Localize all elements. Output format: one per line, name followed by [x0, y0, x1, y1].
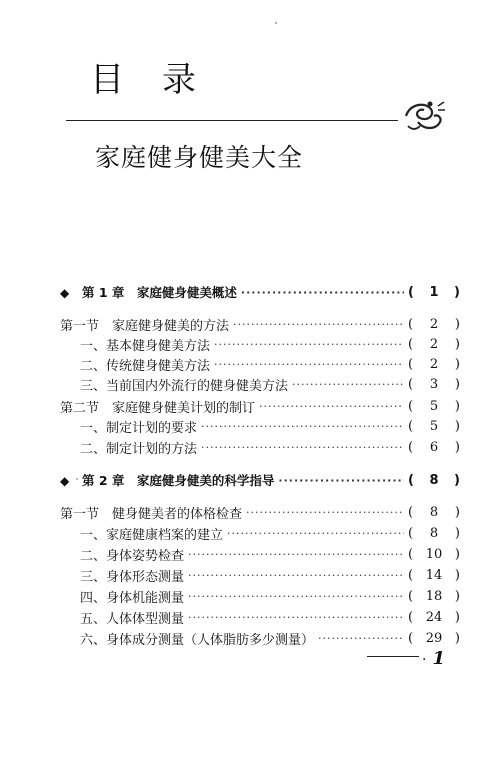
page-number: 8: [429, 472, 439, 488]
page-number: 1: [429, 284, 439, 300]
dot-leader: [188, 590, 404, 603]
toc-item-row[interactable]: [60, 334, 460, 354]
toc-entry-text: 一、制定计划的要求: [80, 420, 198, 436]
dot-leader: [188, 611, 404, 624]
page-number: 2: [429, 336, 439, 352]
toc-item-row[interactable]: [60, 607, 460, 627]
page-number: 14: [425, 567, 443, 583]
dot-leader: [233, 318, 404, 331]
toc-item-row[interactable]: [60, 374, 460, 394]
page-reference: ( 14 ): [408, 567, 460, 583]
toc-entry-text: 第 1 章 家庭健身健美概述: [82, 285, 237, 300]
toc-entry-text: 二、传统健身健美方法: [80, 358, 211, 374]
page-reference: ( 18 ): [408, 588, 460, 604]
page-reference: ( 3 ): [408, 376, 460, 392]
page-number: 10: [425, 546, 443, 562]
toc-section-row[interactable]: [60, 502, 460, 522]
toc-entry-text: 二、身体姿势检查: [80, 548, 185, 564]
page-reference: ( 8 ): [408, 472, 460, 488]
toc-entry-text: 第一节 健身健美者的体格检查: [60, 506, 243, 522]
page-number: 24: [425, 609, 443, 625]
diamond-bullet-icon: ◆: [60, 474, 70, 488]
toc-item-row[interactable]: [60, 628, 460, 648]
page-reference: ( 2 ): [408, 336, 460, 352]
page-reference: ( 2 ): [408, 356, 460, 372]
dot-leader: [188, 548, 404, 561]
dot-leader: [188, 569, 404, 582]
toc-chapter-row[interactable]: [60, 282, 460, 302]
dot-leader: [201, 441, 404, 454]
toc-section-row[interactable]: [60, 396, 460, 416]
toc-entry-text: 三、当前国内外流行的健身健美方法: [80, 378, 289, 394]
page-reference: ( 5 ): [408, 418, 460, 434]
toc-entry-text: 第一节 家庭健身健美的方法: [60, 318, 230, 334]
toc-entry-text: 一、家庭健康档案的建立: [80, 527, 224, 543]
dot-leader: [246, 506, 404, 519]
toc-item-row[interactable]: [60, 544, 460, 564]
page-reference: ( 2 ): [408, 316, 460, 332]
dot-leader: [292, 378, 404, 391]
page-number: 8: [429, 525, 439, 541]
page-number: 2: [429, 356, 439, 372]
page-reference: ( 24 ): [408, 609, 460, 625]
page-heading: 目录: [90, 60, 234, 100]
page-reference: ( 29 ): [408, 630, 460, 646]
toc-entry-text: 五、人体体型测量: [80, 611, 185, 627]
toc-item-row[interactable]: [60, 437, 460, 457]
dot-leader: [214, 338, 404, 351]
toc-entry-text: 四、身体机能测量: [80, 590, 185, 606]
toc-item-row[interactable]: [60, 586, 460, 606]
toc-item-row[interactable]: [60, 523, 460, 543]
page-number: 29: [425, 630, 443, 646]
toc-item-row[interactable]: [60, 354, 460, 374]
toc-item-row[interactable]: [60, 416, 460, 436]
page-number: 5: [429, 398, 439, 414]
diamond-bullet-icon: ◆: [60, 286, 70, 300]
dot-leader: [259, 400, 404, 413]
page-number: 6: [429, 439, 439, 455]
toc-entry-text: 三、身体形态测量: [80, 569, 185, 585]
page-reference: ( 8 ): [408, 525, 460, 541]
page-reference: ( 10 ): [408, 546, 460, 562]
toc-chapter-row[interactable]: [60, 470, 460, 490]
page-number: 18: [425, 588, 443, 604]
footer-rule: [367, 656, 419, 657]
page-number: 8: [429, 504, 439, 520]
toc-entry-text: 第 2 章 家庭健身健美的科学指导: [82, 473, 275, 488]
dot-leader: [214, 358, 404, 371]
page-footer: · 1: [422, 648, 445, 669]
page-reference: ( 1 ): [408, 284, 460, 300]
page-number: 2: [429, 316, 439, 332]
page-reference: ( 8 ): [408, 504, 460, 520]
toc-entry-text: 第二节 家庭健身健美计划的制订: [60, 400, 256, 416]
book-title: 家庭健身健美大全: [95, 143, 304, 172]
toc-item-row[interactable]: [60, 565, 460, 585]
page-reference: ( 6 ): [408, 439, 460, 455]
dot-leader: [278, 474, 404, 487]
page-number: 1: [432, 648, 445, 669]
toc-entry-text: 六、身体成分测量（人体脂肪多少测量）: [80, 632, 315, 648]
page-number: 5: [429, 418, 439, 434]
toc-section-row[interactable]: [60, 314, 460, 334]
dot-leader: [227, 527, 404, 540]
page-number: 3: [429, 376, 439, 392]
dot-leader: [318, 632, 404, 645]
toc-entry-text: 二、制定计划的方法: [80, 441, 198, 457]
table-of-contents: [60, 0, 460, 780]
dot-leader: [201, 420, 404, 433]
page-reference: ( 5 ): [408, 398, 460, 414]
dot-leader: [241, 286, 404, 299]
toc-entry-text: 一、基本健身健美方法: [80, 338, 211, 354]
